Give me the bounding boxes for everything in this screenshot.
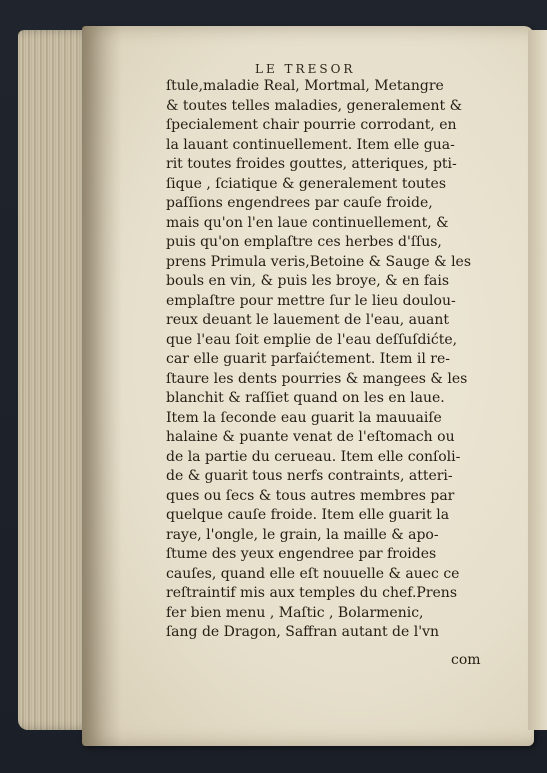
text-line: ſang de Dragon, Saffran autant de l'vn — [166, 624, 439, 640]
text-line: car elle guarit parfaićtement. Item il re- — [166, 351, 451, 367]
text-line: ſique , ſciatique & generalement toutes — [166, 175, 447, 192]
text-line: halaine & puante venat de l'eſtomach ou — [166, 429, 455, 445]
text-line: reux deuant le lauement de l'eau, auant — [166, 312, 449, 328]
text-line: Item la ſeconde eau guarit la mauuaiſe — [166, 409, 442, 426]
text-line: mais qu'on l'en laue continuellement, & — [166, 214, 449, 231]
catchword: com — [451, 652, 481, 668]
text-line: reſtraintif mis aux temples du chef.Prens — [166, 585, 457, 601]
text-line: prens Primula veris,Betoine & Sauge & les — [166, 253, 472, 270]
text-line: cauſes, quand elle eſt nouuelle & auec ce — [166, 565, 460, 582]
text-line: puis qu'on emplaſtre ces herbes d'ſſus, — [166, 234, 442, 250]
text-line: ſtule,maladie Real, Mortmal, Metangre — [166, 78, 444, 94]
text-line: & toutes telles maladies, generalement & — [166, 97, 463, 114]
facing-page-edge — [528, 30, 547, 730]
text-line: ſtume des yeux engendree par froides — [166, 546, 437, 562]
page-text — [166, 77, 486, 643]
text-line: que l'eau ſoit emplie de l'eau deſſuſdićte, — [166, 331, 458, 348]
text-line: raye, l'ongle, le grain, la maille & apo- — [166, 526, 439, 543]
text-line: rit toutes froides gouttes, atteriques, pti- — [166, 156, 457, 172]
text-line: ſpecialement chair pourrie corrodant, en — [166, 117, 457, 133]
text-line: paſſions engendrees par cauſe froide, — [166, 195, 433, 211]
text-line: ques ou ſecs & tous autres membres par — [166, 487, 455, 504]
text-line: la lauant continuellement. Item elle gua- — [166, 136, 455, 153]
text-line: quelque cauſe froide. Item elle guarit la — [166, 507, 450, 523]
text-line: ſtaure les dents pourries & mangees & les — [166, 370, 468, 387]
spine-shadow — [82, 26, 122, 746]
running-header: LE TRESOR — [255, 62, 356, 76]
text-line: fer bien menu , Maſtic , Bolarmenic, — [166, 604, 424, 621]
text-line: bouls en vin, & puis les broye, & en fais — [166, 273, 450, 289]
text-line: de & guarit tous nerfs contraints, atteri- — [166, 468, 453, 484]
text-line: emplaſtre pour mettre ſur le lieu doulou- — [166, 292, 456, 309]
text-line: blanchit & raſſiet quand on les en laue. — [166, 390, 445, 406]
text-line: de la partie du cerueau. Item elle conſoli- — [166, 448, 461, 465]
